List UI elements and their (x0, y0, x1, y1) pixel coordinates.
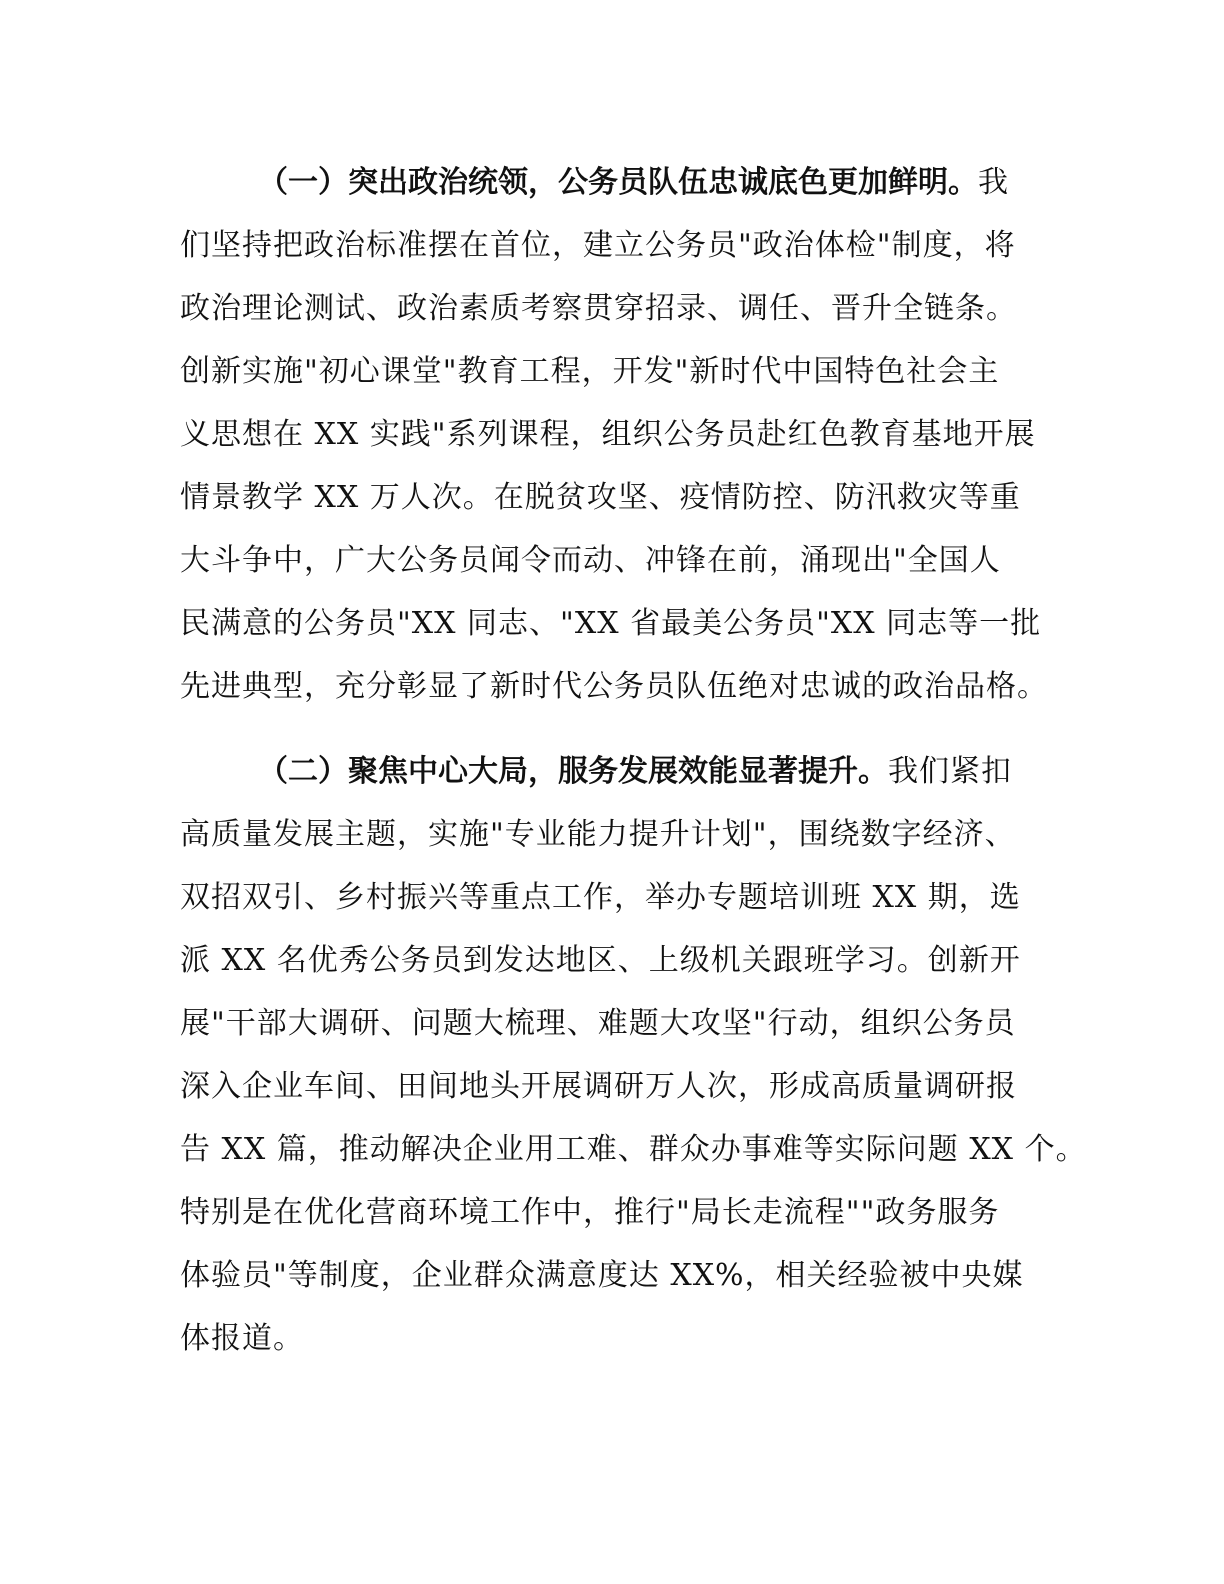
section-2-line-7: 告 XX 篇，推动解决企业用工难、群众办事难等实际问题 XX 个。 (180, 1132, 1087, 1167)
section-2-line-10: 体报道。 (180, 1321, 304, 1356)
section-1-heading: （一）突出政治统领，公务员队伍忠诚底色更加鲜明。 (258, 165, 978, 200)
section-2-heading: （二）聚焦中心大局，服务发展效能显著提升。 (258, 754, 888, 789)
section-1-first-line (180, 163, 1009, 203)
section-1-line-7: 大斗争中，广大公务员闻令而动、冲锋在前，涌现出"全国人 (180, 543, 1001, 578)
section-1-line-4: 创新实施"初心课堂"教育工程，开发"新时代中国特色社会主 (180, 354, 1000, 389)
section-1-line-9: 先进典型，充分彰显了新时代公务员队伍绝对忠诚的政治品格。 (180, 669, 1048, 704)
section-2-line-6: 深入企业车间、田间地头开展调研万人次，形成高质量调研报 (180, 1069, 1017, 1104)
section-2-line-2: 高质量发展主题，实施"专业能力提升计划"，围绕数字经济、 (180, 817, 1016, 852)
section-1-line-8: 民满意的公务员"XX 同志、"XX 省最美公务员"XX 同志等一批 (180, 606, 1042, 641)
section-2-line-5: 展"干部大调研、问题大梳理、难题大攻坚"行动，组织公务员 (180, 1006, 1016, 1041)
section-2-line-8: 特别是在优化营商环境工作中，推行"局长走流程""政务服务 (180, 1195, 1000, 1230)
section-2-line-1-text: 我们紧扣 (888, 754, 1012, 789)
section-2-line-4: 派 XX 名优秀公务员到发达地区、上级机关跟班学习。创新开 (180, 943, 1021, 978)
section-1-line-5: 义思想在 XX 实践"系列课程，组织公务员赴红色教育基地开展 (180, 417, 1036, 452)
section-1-line-2: 们坚持把政治标准摆在首位，建立公务员"政治体检"制度，将 (180, 228, 1016, 263)
section-1-line-1-text: 我 (978, 165, 1009, 200)
section-2-line-3: 双招双引、乡村振兴等重点工作，举办专题培训班 XX 期，选 (180, 880, 1021, 915)
section-2-first-line (180, 752, 1012, 792)
section-2-line-9: 体验员"等制度，企业群众满意度达 XX%，相关经验被中央媒 (180, 1258, 1024, 1293)
section-1-line-6: 情景教学 XX 万人次。在脱贫攻坚、疫情防控、防汛救灾等重 (180, 480, 1021, 515)
section-1-line-3: 政治理论测试、政治素质考察贯穿招录、调任、晋升全链条。 (180, 291, 1017, 326)
